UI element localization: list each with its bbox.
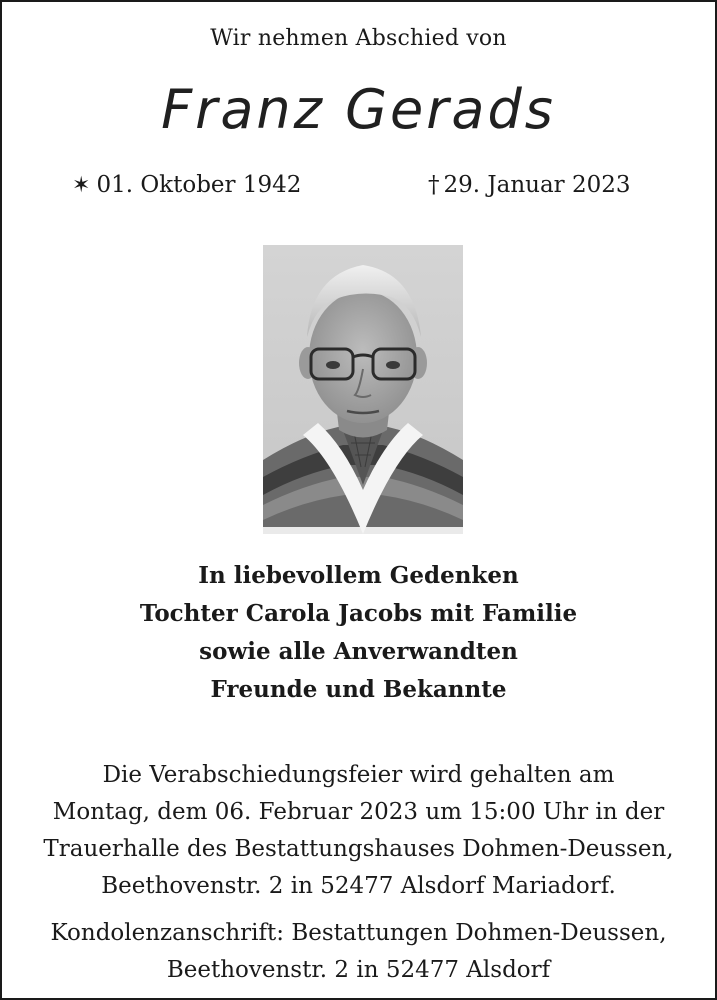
death-date: 29. Januar 2023 bbox=[443, 172, 631, 198]
mourners-line: Tochter Carola Jacobs mit Familie bbox=[139, 600, 578, 627]
deceased-name: Franz Gerads bbox=[161, 78, 556, 141]
death-date-line bbox=[428, 172, 631, 198]
birth-star-icon: ✶ bbox=[72, 173, 91, 198]
ceremony-line: Beethovenstr. 2 in 52477 Alsdorf Mariadorf. bbox=[101, 873, 616, 899]
ceremony-block bbox=[0, 757, 717, 905]
intro-text: Wir nehmen Abschied von bbox=[210, 26, 507, 51]
portrait-photo bbox=[263, 245, 463, 534]
ceremony-line: Trauerhalle des Bestattungshauses Dohmen-Deussen, bbox=[43, 836, 674, 862]
condolence-line: Kondolenzanschrift: Bestattungen Dohmen-Deussen, bbox=[50, 920, 667, 946]
ceremony-line: Die Verabschiedungsfeier wird gehalten am bbox=[102, 762, 615, 788]
ceremony-line: Montag, dem 06. Februar 2023 um 15:00 Uhr in der bbox=[52, 799, 665, 825]
condolence-line: Beethovenstr. 2 in 52477 Alsdorf bbox=[166, 957, 551, 983]
birth-date-line bbox=[72, 172, 301, 198]
mourners-line: In liebevollem Gedenken bbox=[198, 562, 519, 589]
mourners-block bbox=[0, 557, 717, 709]
birth-date: 01. Oktober 1942 bbox=[96, 172, 302, 198]
condolence-block bbox=[0, 915, 717, 989]
death-cross-icon: † bbox=[428, 172, 440, 198]
mourners-line: Freunde und Bekannte bbox=[210, 676, 507, 703]
mourners-line: sowie alle Anverwandten bbox=[199, 638, 518, 665]
